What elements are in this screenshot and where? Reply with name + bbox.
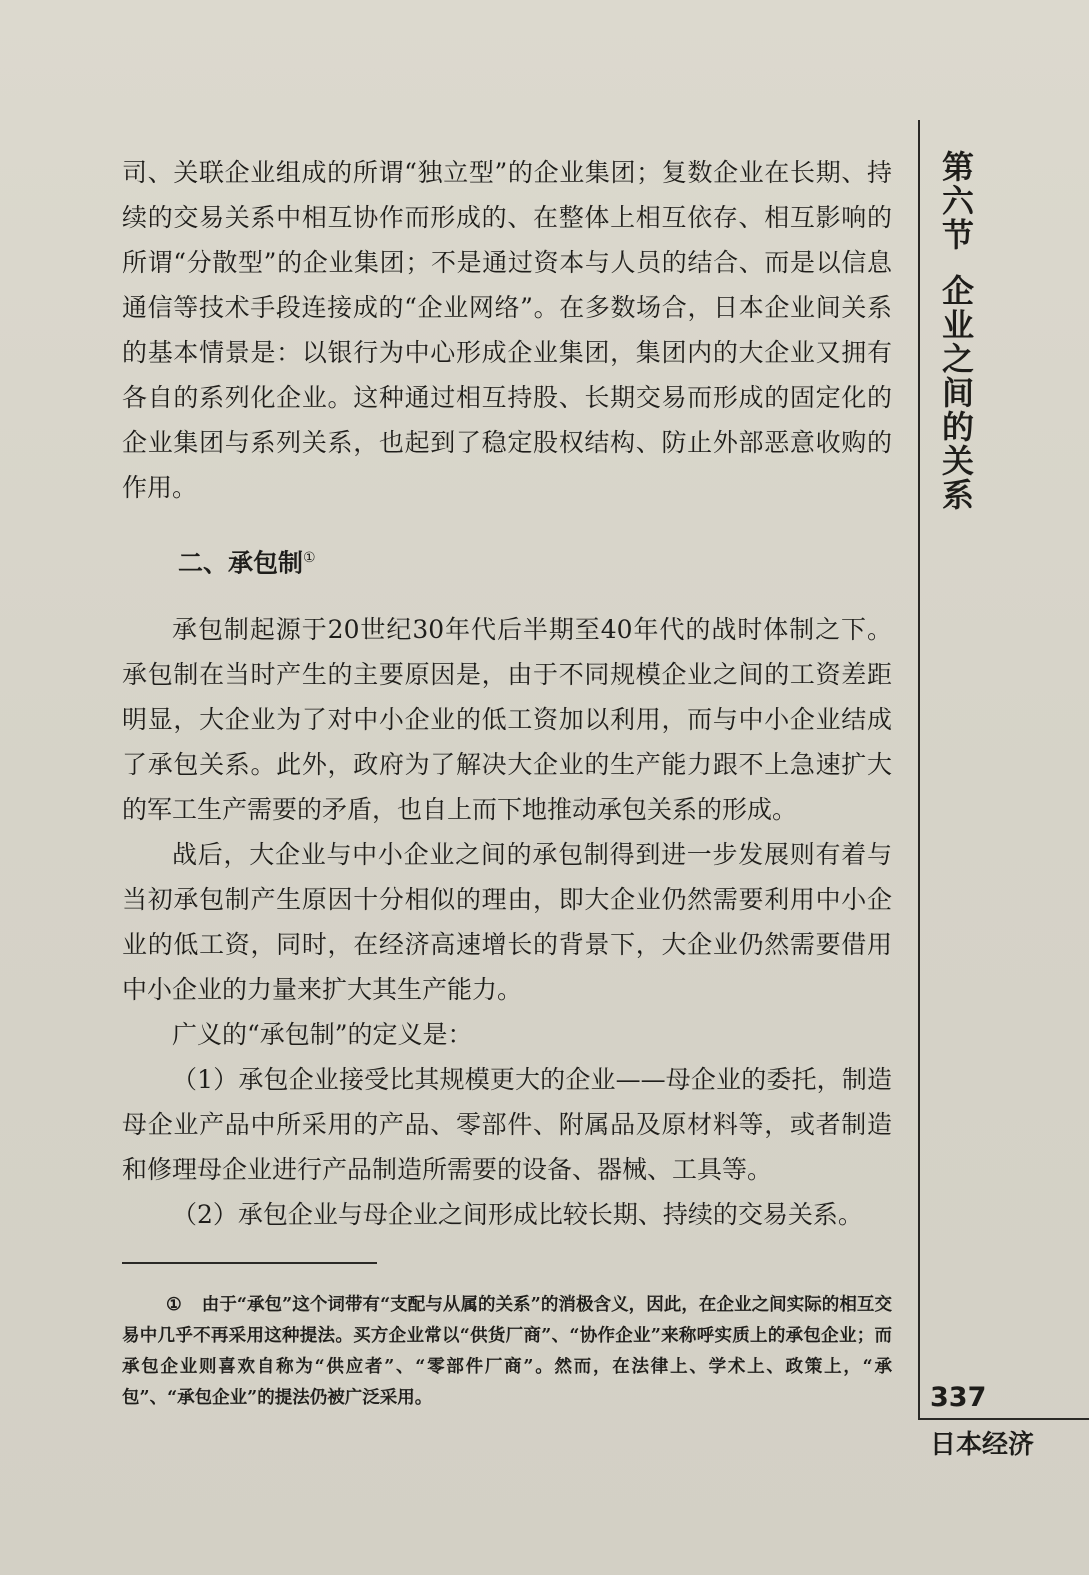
- sidebar-rule: [918, 120, 920, 1420]
- section-heading-text: 二、承包制: [178, 548, 304, 578]
- footnote-mark: ①: [166, 1295, 182, 1315]
- paragraph-1: 司、关联企业组成的所谓“独立型”的企业集团；复数企业在长期、持续的交易关系中相互协作而形成的、在整体上相互依存、相互影响的所谓“分散型”的企业集团；不是通过资本与人员的结合、而是以信息通信等技术手段连接成的“企业网络”。在多数场合，日本企业间关系的基本情景是：以银行为中心形成企业集团，集团内的大企业又拥有各自的系列化企业。这种通过相互持股、长期交易而形成的固定化的企业集团与系列关系，也起到了稳定股权结构、防止外部恶意收购的作用。: [122, 158, 892, 502]
- footnote-ref: ①: [303, 550, 316, 566]
- running-header-chapter: 企业之间的关系: [937, 274, 975, 512]
- page-number: 337: [930, 1382, 987, 1413]
- book-title: 日本经济: [930, 1430, 1035, 1460]
- paragraph-5: （1）承包企业接受比其规模更大的企业——母企业的委托，制造母企业产品中所采用的产品、零部件、附属品及原材料等，或者制造和修理母企业进行产品制造所需要的设备、器械、工具等。: [122, 1065, 892, 1185]
- footnote-text: 由于“承包”这个词带有“支配与从属的关系”的消极含义，因此，在企业之间实际的相互交易中几乎不再采用这种提法。买方企业常以“供货厂商”、“协作企业”来称呼实质上的承包企业；而承包企业则喜欢自称为“供应者”、“零部件厂商”。然而，在法律上、学术上、政策上，“承包”、“承包企业”的提法仍被广泛采用。: [122, 1295, 892, 1408]
- paragraph-4: 广义的“承包制”的定义是：: [172, 1020, 473, 1050]
- running-header-section: 第六节: [937, 150, 975, 252]
- main-text: [122, 150, 892, 1237]
- paragraph-2: 承包制起源于20世纪30年代后半期至40年代的战时体制之下。承包制在当时产生的主要原因是，由于不同规模企业之间的工资差距明显，大企业为了对中小企业的低工资加以利用，而与中小企业结成了承包关系。此外，政府为了解决大企业的生产能力跟不上急速扩大的军工生产需要的矛盾，也自上而下地推动承包关系的形成。: [122, 615, 892, 825]
- running-header: [928, 150, 976, 512]
- paragraph-3: 战后，大企业与中小企业之间的承包制得到进一步发展则有着与当初承包制产生原因十分相似的理由，即大企业仍然需要利用中小企业的低工资，同时，在经济高速增长的背景下，大企业仍然需要借用中小企业的力量来扩大其生产能力。: [122, 840, 892, 1005]
- section-heading: [178, 536, 892, 585]
- paragraph-6: （2）承包企业与母企业之间形成比较长期、持续的交易关系。: [172, 1200, 863, 1230]
- footnote-divider: [122, 1262, 377, 1264]
- sidebar-rule-bottom: [918, 1418, 1089, 1420]
- footnote: [122, 1290, 892, 1414]
